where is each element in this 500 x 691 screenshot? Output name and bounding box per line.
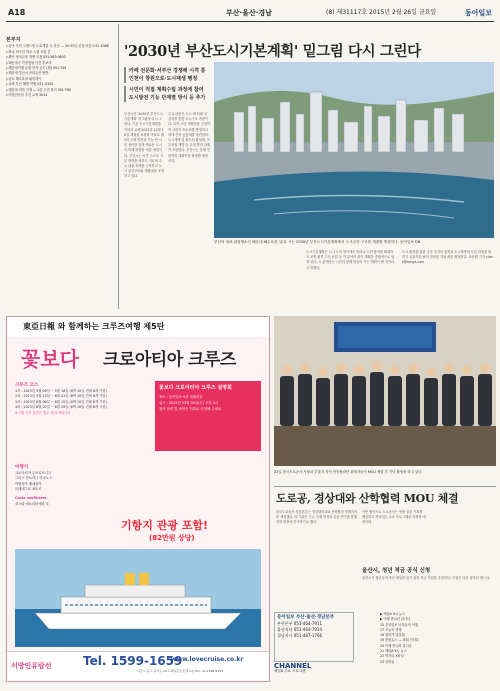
sub-article-body: 울산시가 청년들의 자산 형성을 돕기 위한 적금 사업을 추진한다. 신청은 다음 달부터 받는다. [362, 576, 491, 580]
left-column-title: 본부지 [6, 37, 21, 43]
ad-ship-name-ko: 코스타 네오리비에라 호 [15, 501, 49, 506]
left-item: ▷동아 부산 그랜드원 도로개설 토 착공 — 30·31일 신청 마감 0·51·4388 [6, 44, 109, 49]
tv-program: 17 오늘의 경제 [380, 627, 402, 632]
ad-course-list [15, 383, 135, 455]
headline-subtitles [124, 67, 214, 102]
left-item: ▷송도 해수욕장 워킹데이 [6, 76, 42, 81]
tv-schedule [380, 612, 496, 686]
ad-destinations-title: 여행지 [15, 465, 29, 470]
ad-tour-headline: 기항지 관광 포함! [121, 519, 209, 532]
ad-phone[interactable]: Tel. 1599-1659 [83, 654, 183, 668]
ad-tour-value: (82만원 상당) [149, 534, 195, 542]
ad-ship-name: Costa neoRiviera [15, 495, 47, 500]
ad-website-link[interactable]: www.lovecruise.co.kr [171, 656, 244, 663]
photo-caption: 부산의 대표 관광명소인 해운대 해수욕장 일대. 시는 2030년 부산도시기본계획에서 도시공간 구조를 재편할 방침이다. 동아일보 DB [214, 240, 421, 244]
tv-program: 19 종합뉴스 — 파워 인터뷰 [380, 638, 420, 643]
ad-banner-title: 東亞日報 와 함께하는 크루즈여행 제5탄 [23, 322, 165, 331]
tv-program: 23 강적들 [380, 659, 395, 664]
tv-program: 21 채널A 9시 뉴스 [380, 649, 407, 654]
ad-destination: 이탈리아 베네치아 [15, 481, 42, 486]
ad-title [15, 341, 261, 377]
tv-program: 22 먹거리 X파일 [380, 654, 404, 659]
channel-a-box [274, 664, 366, 686]
main-headline: '2030년 부산도시기본계획' 밑그림 다시 그린다 [124, 43, 421, 60]
contact-line: 울산지사 051-464-7914 [277, 627, 323, 632]
contact-line: 경남지사 051-487-1766 [277, 633, 323, 638]
article-body-col4: 도시 환경을 위한 공공 투자의 원칙과 도시재생의 사업 과정을 밝히고 유관기관 협의 절차를 거쳐 최종 확정한다. 조용휘 기자 silent@donga.com [402, 250, 494, 265]
tv-program: 18 엄마가 뭐길래 [380, 633, 405, 638]
tv-program: ▶ 이제 만나러 갑니다 [380, 617, 411, 622]
page-header [8, 6, 492, 20]
ad-footer [7, 651, 269, 682]
channel-subtitle: 채널A 주요 프로그램 [274, 669, 306, 673]
ad-seminar-title: 꽃보다 크로아티아 크루즈 설명회 [159, 385, 232, 391]
ad-title-flower: 꽃보다 [21, 347, 79, 371]
ad-course-title: 크루즈 코스 [15, 383, 39, 388]
mou-headline: 도로공, 경상대와 산학협력 MOU 체결 [276, 492, 459, 505]
subtitle-line: 카페 전문화·서부산 경쟁해 시격 통 [124, 67, 214, 75]
article-body-col1: 부산시가 '2030년 부산도시기본계획' 밑그림을 다시 그린다. 기존 도시기본계획을 이어서 교체 2015년 12월 10일 계획을 보완할 목표로 제3의 시정 발전과 기능 안 시민 참여를 통해 새로운 도시의 미래 방향을 세울 예정이다. 부산시는 시민 스스로 기본 방향을 정하고 이로써 주요 내용 과제를 주목하고 도시 공간구조와 생활권을 조정하고 있다. [124, 112, 164, 179]
page-number: A18 [8, 8, 26, 17]
cruise-ship-image [15, 549, 261, 647]
ad-destination: 그리스 산토리니 미코노스 [15, 476, 53, 481]
contact-box [274, 612, 354, 662]
ad-destination: 크로아티아 두브로브니크 [15, 470, 52, 475]
left-item: ▷해운대구 가정법원 이전 후보지 [6, 60, 52, 65]
ad-destination: 몬테네그로 코토르 [15, 487, 42, 492]
ad-course-item: 4차 : 2015년 6월 20일 ~ 6월 29일 (8박 10일 전체 6개 기항) [15, 405, 107, 410]
ad-seminar-line: 참석 문의 및 예약은 전화로 신청해 주세요 [159, 407, 222, 411]
ad-course-item: 2차 : 2015년 5월 23일 ~ 6월 01일 (8박 10일 전체 6개 기항) [15, 394, 107, 399]
ad-seminar-line: 일시 : 2015년 03월 04일(수) 오후 4시 [159, 401, 219, 405]
tv-program: ▶ 채널A 9시 뉴스 [380, 612, 406, 616]
left-item: ▷해운대여행 유원 인자 공모 (월) 051·749 [6, 66, 67, 71]
ad-seminar-line: 장소 : 동아일보 9층 대회의실 [159, 395, 203, 399]
contact-title: 동아일보 부산·울산·경남본부 [277, 615, 335, 620]
section-divider [274, 486, 496, 487]
sub-article-title: 울산시, 청년 적금 공식 신청 [362, 568, 431, 574]
column-divider [118, 24, 119, 309]
tv-program: 15 중앙일보 남자들의 여행 [380, 622, 418, 627]
channel-title: CHANNEL [274, 662, 312, 670]
article-body-col3: 도시기본계획은 시 주도의 방식에서 벗어나 시민 참여를 확대하고 교통 환경 주거 산업 등 각 분야의 장기 계획을 종합적으로 담게 된다. 시 관계자는 시민과 함께 만들어 가는 계획이 될 것이라고 말했다. [306, 250, 395, 270]
ad-address: 서울시 중구 을지로 16 프레지던트호텔 1층 Fax. 02-2188-9999 [137, 669, 224, 673]
tv-program: 20 이제 만나러 갑니다 [380, 643, 412, 648]
ad-course-item: 3차 : 2015년 6월 06일 ~ 6월 15일 (8박 10일 전체 6개 기항) [15, 399, 107, 404]
ad-title-cruise: 크로아티아 크루즈 [103, 350, 236, 370]
left-item: ▷해운대 과학 건재 — 1층 주민 복지 051·785 [6, 87, 71, 92]
mou-photo-caption: 22일 한국도로공사 사장과 부울경 지역 산학협력단 관계자들이 MOU 체결 후 기념 촬영을 하고 있다. [274, 470, 423, 474]
header-rule [6, 21, 494, 22]
ad-course-note: ※ 7월 이후 출발은 별도 문의 바랍니다 [15, 410, 71, 415]
subtitle-line: 도시발전 기능 단계별 방식 등 추가 [124, 94, 214, 102]
ad-banner-top [7, 317, 269, 337]
mou-body-col-a: 한국도로공사 경남본부는 경상대학교와 산학협력 양해각서를 체결했다. 양 기관은 우수 인재 양성과 공동 연구를 통해 지역 발전에 기여하기로 했다. [276, 510, 358, 525]
ad-tour-included [121, 517, 259, 543]
newspaper-logo: 동아일보 [464, 9, 492, 17]
mou-body-col-b: 이번 협약으로 도로공사는 현장 실습 기회를 제공하고 경상대는 교육 프로그램을 지원할 예정이다. [362, 510, 426, 525]
cruise-advertisement [6, 316, 270, 682]
left-notice-column [6, 24, 116, 310]
section-title: 부산·울산·경남 [226, 9, 272, 17]
ad-course-item: 1차 : 2015년 5월 09일 ~ 5월 18일 (8박 10일 전체 6개 기항) [15, 388, 107, 393]
left-item: ▷하나 외국인 학교 스쿨 모집 중 [6, 49, 51, 54]
mou-signing-photo [274, 316, 496, 466]
contact-line: 부산본부 051-464-7911 [277, 621, 323, 626]
subtitle-line: 시민이 직접 계획수립 과정에 참여 [124, 86, 214, 94]
ad-seminar-box [155, 381, 261, 451]
left-item: ▷환인 영어교육 학생 모집 051·583·0800 [6, 55, 66, 60]
left-item: ▷옥외 부산 해변 여행 031 -6161 [6, 82, 54, 87]
ad-company-name: 서방인유람선 [11, 662, 52, 670]
article-body-col2: 주요 내용은 도시 새 미래 상 설정을 통한 도시구조 개편이다. 특히 시민 계획단을 구성하여 시민의 목소리를 반영하고 세대 간의 공감대를 마련한다. 도시재생 및 원도심 활성화, 서부산권 개발 등 균형 발전 과제가 포함된다. 부산시는 올해 연말까지 계획안을 확정할 예정이다. [168, 112, 210, 163]
harbor-aerial-photo [214, 62, 494, 238]
left-item: ▷여성전문성 추진 교육 2014 [6, 93, 48, 98]
left-item: ▷해운대·부산시 문화유산 탐방 [6, 71, 49, 76]
subtitle-line: 인천이 창원으로·도시재생 행정 [124, 75, 214, 83]
issue-date: (8) 제31117호 2015년 2월 26일 금요일 [326, 9, 437, 16]
